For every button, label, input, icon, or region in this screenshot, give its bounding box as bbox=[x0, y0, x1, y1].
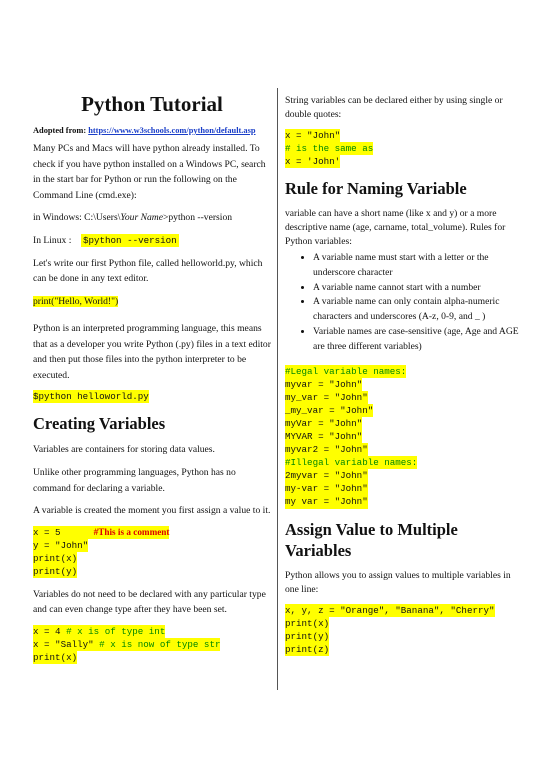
assign-heading: Assign Value to Multiple Variables bbox=[285, 519, 458, 560]
code-block-names bbox=[285, 365, 522, 509]
list-item: • A variable name cannot start with a number bbox=[313, 281, 522, 296]
code-line: print(x) bbox=[33, 652, 78, 664]
first-file-paragraph: Let's write our first Python file, called helloworld.py, which can be done in any text editor. bbox=[33, 257, 263, 285]
assign-paragraph: Python allows you to assign values to multiple variables in one line: bbox=[285, 569, 511, 595]
code-line: myVar = "John" bbox=[285, 418, 363, 430]
windows-command: in Windows: C:\Users\Your Name>python --version bbox=[33, 212, 233, 224]
code-line: print(z) bbox=[285, 643, 330, 655]
code-line: #Legal variable names: bbox=[285, 365, 407, 377]
code-line: print(x) bbox=[285, 617, 330, 629]
list-item: • A variable name can only contain alpha-numeric characters and underscores (A-z, 0-9, and _ ) bbox=[313, 295, 522, 325]
creating-p3: A variable is created the moment you first assign a value to it. bbox=[33, 505, 271, 517]
source-link[interactable]: https://www.w3schools.com/python/default.asp bbox=[88, 126, 256, 135]
naming-intro: variable can have a short name (like x and y) or a more descriptive name (age, carname, total_volume). Rules for Python variables: bbox=[285, 208, 506, 247]
code-line: MYVAR = "John" bbox=[285, 431, 363, 443]
creating-variables-heading: Creating Variables bbox=[33, 414, 166, 434]
left-column bbox=[33, 88, 271, 673]
code-block-create bbox=[33, 526, 271, 578]
code-line: print(y) bbox=[285, 630, 330, 642]
print-hello-line: print("Hello, World!") bbox=[33, 295, 119, 307]
code-line: # is the same as bbox=[285, 142, 374, 154]
code-line: #Illegal variable names: bbox=[285, 457, 418, 469]
strings-paragraph: String variables can be declared either by using single or double quotes: bbox=[285, 95, 503, 120]
code-line: x = "John" bbox=[285, 129, 341, 141]
creating-p4: Variables do not need to be declared with any particular type and can even change type after they have been set. bbox=[33, 588, 266, 616]
code-line: _my_var = "John" bbox=[285, 405, 374, 417]
run-command: $python helloworld.py bbox=[33, 391, 149, 403]
right-column bbox=[285, 88, 522, 665]
code-line: print(x) bbox=[33, 552, 78, 564]
page-title: Python Tutorial bbox=[81, 92, 223, 116]
code-line: myvar2 = "John" bbox=[285, 444, 368, 456]
creating-p1: Variables are containers for storing data values. bbox=[33, 444, 215, 456]
naming-rules-list bbox=[285, 251, 522, 355]
code-line: x = "Sally" # x is now of type str bbox=[33, 638, 221, 650]
code-line: x, y, z = "Orange", "Banana", "Cherry" bbox=[285, 604, 495, 616]
code-line: y = "John" bbox=[33, 539, 89, 551]
creating-p2: Unlike other programming languages, Python has no command for declaring a variable. bbox=[33, 466, 236, 494]
code-line: x = 5 #This is a comment bbox=[33, 526, 170, 538]
interpreted-paragraph: Python is an interpreted programming language, this means that as a developer you write Python (.py) files in a text editor and then put those files into the python interpreter to be executed. bbox=[33, 323, 271, 381]
code-line: print(y) bbox=[33, 565, 78, 577]
adopted-label: Adopted from: bbox=[33, 126, 87, 135]
code-line: my_var = "John" bbox=[285, 391, 368, 403]
code-block-strings bbox=[285, 129, 522, 168]
code-line: my-var = "John" bbox=[285, 483, 368, 495]
code-block-assign bbox=[285, 604, 522, 656]
code-block-types bbox=[33, 625, 271, 664]
column-divider bbox=[277, 88, 278, 690]
linux-code: $python --version bbox=[82, 234, 177, 246]
code-line: myvar = "John" bbox=[285, 378, 363, 390]
code-line: my var = "John" bbox=[285, 496, 368, 508]
adopted-from bbox=[33, 126, 271, 135]
list-item: • A variable name must start with a letter or the underscore character bbox=[313, 251, 522, 281]
intro-paragraph: Many PCs and Macs will have python already installed. To check if you have python installed on a Windows PC, search in the start bar for Python or run the following on the Command Line (cmd.exe): bbox=[33, 143, 266, 201]
naming-heading: Rule for Naming Variable bbox=[285, 179, 467, 198]
list-item: • Variable names are case-sensitive (age, Age and AGE are three different variables) bbox=[313, 325, 522, 355]
code-line: 2myvar = "John" bbox=[285, 470, 368, 482]
code-line: x = 'John' bbox=[285, 155, 341, 167]
linux-command: In Linux : $python --version bbox=[33, 234, 177, 246]
code-line: x = 4 # x is of type int bbox=[33, 625, 166, 637]
